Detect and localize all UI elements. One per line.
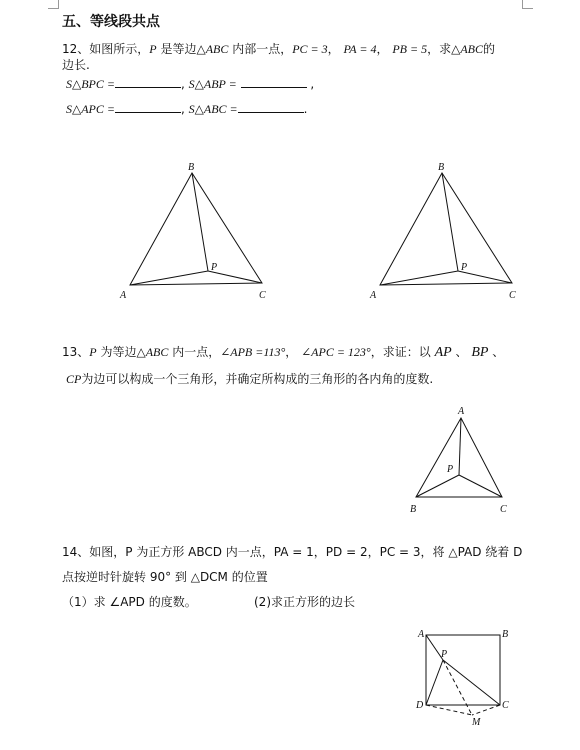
p13-angle-apc: ∠APC = 123° (301, 345, 371, 359)
p12-triangle-2: △ABC (451, 42, 483, 56)
p12-mid: 是等边 (160, 42, 197, 56)
vertex-label-a: A (120, 290, 127, 301)
p12-ask: ，求 (427, 42, 452, 56)
problem-14-question-2: (2)求正方形的边长 (254, 595, 355, 609)
vertex-label-b-2: B (438, 162, 445, 173)
vertex-label-b: B (188, 162, 195, 173)
section-title: 五、等线段共点 (62, 14, 160, 30)
p13-bp: BP (471, 345, 489, 360)
vertex-label-p-2: P (461, 262, 468, 273)
problem-13-figure (400, 400, 520, 520)
problem-12-line-2: 边长. (62, 58, 90, 72)
s-apc-blank (115, 102, 181, 113)
p13-mid: 为等边 (100, 345, 137, 359)
problem-14-line-1: 14、如图，P 为正方形 ABCD 内一点，PA = 1，PD = 2，PC = 3，将 △PAD 绕着 D (62, 545, 523, 559)
p12-pc: PC = 3 (292, 42, 328, 56)
p12-pb: PB = 5 (392, 42, 428, 56)
vertex-label-p-13: P (447, 464, 454, 475)
vertex-label-p-14: P (441, 649, 448, 660)
problem-12-figure-right (360, 160, 530, 310)
p12-prefix: 12、如图所示， (62, 42, 150, 56)
p12-point-p: P (149, 42, 157, 56)
vertex-label-a-13: A (458, 406, 465, 417)
p13-mid2: 内一点， (172, 345, 221, 359)
p12-suffix: 的 (483, 42, 496, 56)
area-row-1: S△BPC = , S△ABP = , (66, 77, 315, 91)
p13-triangle: △ABC (136, 345, 169, 359)
problem-14-figure (406, 625, 526, 735)
problem-13-line-1: 13、P 为等边△ABC 内一点，∠APB =113°， ∠APC = 123°，求证：以 AP 、 BP 、 (62, 345, 505, 360)
p13-cp: CP (66, 372, 82, 386)
vertex-label-c-2: C (509, 290, 516, 301)
problem-14-question-1: （1）求 ∠APD 的度数。 (62, 595, 197, 609)
problem-14-line-2: 点按逆时针旋转 90° 到 △DCM 的位置 (62, 570, 268, 584)
s-abp-blank (241, 77, 307, 88)
vertex-label-c-13: C (500, 504, 507, 515)
crop-mark-top-left (48, 0, 59, 9)
p13-line2: 为边可以构成一个三角形，并确定所构成的三角形的各内角的度数. (81, 372, 434, 386)
vertex-label-c: C (259, 290, 266, 301)
p13-prefix: 13、 (62, 345, 90, 359)
problem-12-figure-left (110, 160, 280, 310)
vertex-label-d-14: D (416, 700, 424, 711)
p12-triangle: △ABC (196, 42, 229, 56)
p12-mid2: 内部一点， (232, 42, 293, 56)
s-abp-label: S△ABP = (188, 77, 237, 91)
problem-13-line-2 (66, 371, 433, 387)
s-bpc-label: S△BPC = (66, 77, 115, 91)
p13-point-p: P (89, 345, 97, 359)
p13-angle-apb: ∠APB =113° (220, 345, 286, 359)
s-bpc-blank (115, 77, 181, 88)
problem-12-line-1: 12、如图所示，P 是等边△ABC 内部一点，PC = 3， PA = 4， PB = 5，求△ABC的 (62, 42, 496, 56)
vertex-label-p: P (211, 262, 218, 273)
s-apc-label: S△APC = (66, 102, 115, 116)
p13-ap: AP (434, 345, 452, 360)
vertex-label-a-14: A (418, 629, 425, 640)
vertex-label-b-13: B (410, 504, 417, 515)
p12-pa: PA = 4 (343, 42, 377, 56)
vertex-label-b-14: B (502, 629, 509, 640)
p13-suffix: ，求证：以 (370, 345, 431, 359)
s-abc-blank (238, 102, 304, 113)
crop-mark-top-right (522, 0, 533, 9)
vertex-label-c-14: C (502, 700, 509, 711)
area-row-2: S△APC = , S△ABC = . (66, 102, 308, 116)
vertex-label-a-2: A (370, 290, 377, 301)
s-abc-label: S△ABC = (188, 102, 238, 116)
vertex-label-m-14: M (472, 717, 481, 728)
